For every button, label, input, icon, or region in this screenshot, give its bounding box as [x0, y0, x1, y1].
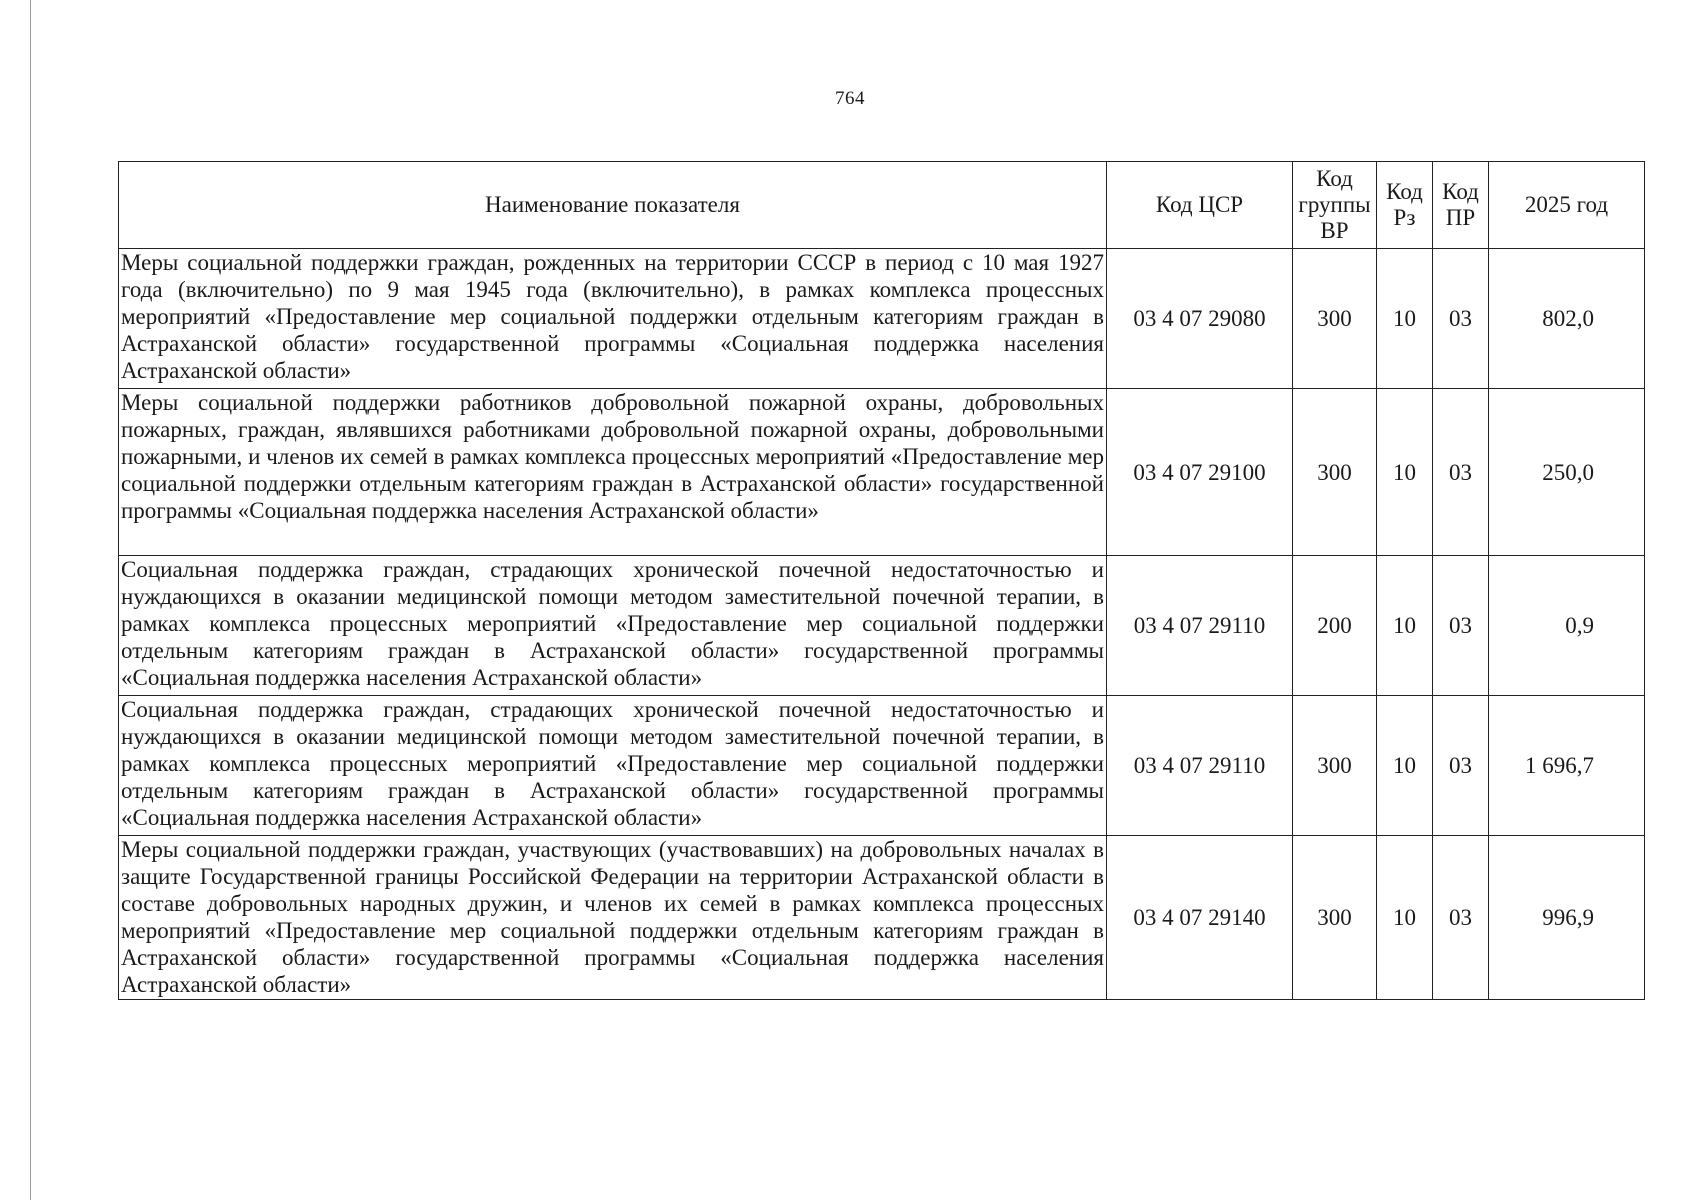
row-rz-code: 10 — [1377, 696, 1433, 836]
row-vr-code: 300 — [1293, 696, 1377, 836]
row-amount: 802,0 — [1489, 249, 1645, 389]
header-rz-code: Код Рз — [1377, 162, 1433, 249]
table-row — [119, 696, 1645, 836]
row-amount: 250,0 — [1489, 389, 1645, 556]
table-row — [119, 556, 1645, 696]
row-csr-code: 03 4 07 29080 — [1107, 249, 1293, 389]
page-number: 764 — [835, 88, 865, 109]
row-rz-code: 10 — [1377, 556, 1433, 696]
row-pr-code: 03 — [1433, 249, 1489, 389]
budget-table — [118, 161, 1645, 1000]
table-row — [119, 836, 1645, 1000]
header-name: Наименование показателя — [119, 162, 1107, 249]
row-amount: 1 696,7 — [1489, 696, 1645, 836]
row-csr-code: 03 4 07 29110 — [1107, 556, 1293, 696]
row-name: Меры социальной поддержки работников добровольной пожарной охраны, добровольных пожарных, граждан, являвшихся работниками добровольной пожарной охраны, добровольными пожарными, и членов их семей в рамках комплекса процессных мероприятий «Предоставление мер социальной поддержки отдельным категориям граждан в Астраханской области» государственной программы «Социальная поддержка населения Астраханской области» — [119, 389, 1107, 556]
row-name: Социальная поддержка граждан, страдающих хронической почечной недостаточностью и нуждающихся в оказании медицинской помощи методом заместительной почечной терапии, в рамках комплекса процессных мероприятий «Предоставление мер социальной поддержки отдельным категориям граждан в Астраханской области» государственной программы «Социальная поддержка населения Астраханской области» — [119, 556, 1107, 696]
row-csr-code: 03 4 07 29140 — [1107, 836, 1293, 1000]
header-vr-code: Код группы ВР — [1293, 162, 1377, 249]
row-vr-code: 300 — [1293, 389, 1377, 556]
row-amount: 996,9 — [1489, 836, 1645, 1000]
row-pr-code: 03 — [1433, 389, 1489, 556]
header-pr-code: Код ПР — [1433, 162, 1489, 249]
row-csr-code: 03 4 07 29100 — [1107, 389, 1293, 556]
row-csr-code: 03 4 07 29110 — [1107, 696, 1293, 836]
header-year: 2025 год — [1489, 162, 1645, 249]
table-header-row — [119, 162, 1645, 249]
table-row — [119, 249, 1645, 389]
row-pr-code: 03 — [1433, 556, 1489, 696]
row-name: Социальная поддержка граждан, страдающих хронической почечной недостаточностью и нуждающихся в оказании медицинской помощи методом заместительной почечной терапии, в рамках комплекса процессных мероприятий «Предоставление мер социальной поддержки отдельным категориям граждан в Астраханской области» государственной программы «Социальная поддержка населения Астраханской области» — [119, 696, 1107, 836]
scan-page-edge — [30, 0, 31, 1200]
row-amount: 0,9 — [1489, 556, 1645, 696]
row-vr-code: 200 — [1293, 556, 1377, 696]
row-name: Меры социальной поддержки граждан, участвующих (участвовавших) на добровольных началах в защите Государственной границы Российской Федерации на территории Астраханской области в составе добровольных народных дружин, и членов их семей в рамках комплекса процессных мероприятий «Предоставление мер социальной поддержки отдельным категориям граждан в Астраханской области» государственной программы «Социальная поддержка населения Астраханской области» — [119, 836, 1107, 1000]
header-csr-code: Код ЦСР — [1107, 162, 1293, 249]
row-rz-code: 10 — [1377, 389, 1433, 556]
row-vr-code: 300 — [1293, 249, 1377, 389]
row-pr-code: 03 — [1433, 836, 1489, 1000]
row-rz-code: 10 — [1377, 836, 1433, 1000]
row-vr-code: 300 — [1293, 836, 1377, 1000]
table-row — [119, 389, 1645, 556]
row-pr-code: 03 — [1433, 696, 1489, 836]
row-name: Меры социальной поддержки граждан, рожденных на территории СССР в период с 10 мая 1927 года (включительно) по 9 мая 1945 года (включительно), в рамках комплекса процессных мероприятий «Предоставление мер социальной поддержки отдельным категориям граждан в Астраханской области» государственной программы «Социальная поддержка населения Астраханской области» — [119, 249, 1107, 389]
row-rz-code: 10 — [1377, 249, 1433, 389]
